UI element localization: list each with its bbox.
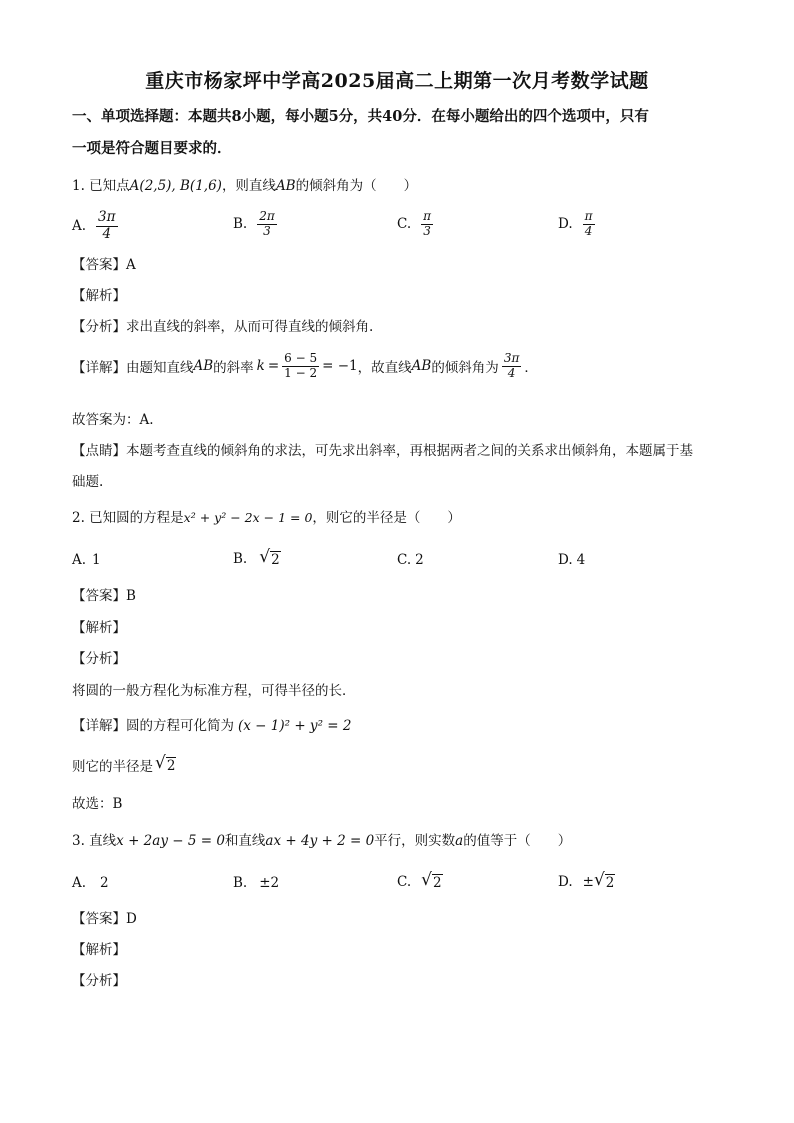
q3-option-b: B. ±2 <box>233 875 280 891</box>
q2-fenxi: 将圆的一般方程化为标准方程，可得半径的长． <box>72 683 356 699</box>
q2-conclusion: 故选：B <box>72 796 123 812</box>
q2-standard-equation: (x − 1)² + y² = 2 <box>238 718 352 734</box>
q1-option-a: A. $\frac{3\pi}{4}$ <box>72 209 116 242</box>
q1-fenxi: 【分析】求出直线的斜率，从而可得直线的倾斜角. <box>72 319 374 335</box>
q1-comment-line2: 础题. <box>72 474 104 490</box>
q2-option-b-sqrt: √ 2 <box>259 547 280 568</box>
q1-option-b: B. $\frac{2\pi}{3}$ <box>233 209 275 238</box>
q2-equation: x² + y² − 2x − 1 = 0 <box>183 510 313 525</box>
q1-answer: 【答案】A <box>72 257 136 273</box>
q2-fenxi-heading: 【分析】 <box>72 651 126 667</box>
q2-option-c: C. 2 <box>397 552 424 568</box>
q2-option-a: A. 1 <box>72 552 101 568</box>
q3-fenxi-heading: 【分析】 <box>72 973 126 989</box>
q1-points: A(2,5), B(1,6) <box>129 178 222 194</box>
q1-angle-fraction: $\frac{3\pi}{4}$ <box>503 351 520 380</box>
section-heading-line2: 一项是符合题目要求的． <box>72 140 232 157</box>
q3-answer: 【答案】D <box>72 911 137 927</box>
q1-analysis-heading: 【解析】 <box>72 288 126 304</box>
q2-stem: 2. 已知圆的方程是x² + y² − 2x − 1 = 0，则它的半径是（ ） <box>72 510 461 526</box>
q1-option-a-fraction: $\frac{3\pi}{4}$ <box>98 209 116 242</box>
q1-slope-fraction: $\frac{6 - 5}{1 - 2}$ <box>284 351 318 380</box>
q2-radius: 则它的半径是 √ 2 <box>72 753 176 775</box>
q3-option-c-sqrt: √ 2 <box>421 870 442 891</box>
q2-option-d: D. 4 <box>558 552 586 568</box>
q3-stem: 3. 直线x + 2ay − 5 = 0和直线ax + 4y + 2 = 0平行，则实数a的值等于（ ） <box>72 833 572 849</box>
q2-option-b: B. √ 2 <box>233 547 280 568</box>
q3-line2: ax + 4y + 2 = 0 <box>265 833 375 849</box>
q2-analysis-heading: 【解析】 <box>72 620 126 636</box>
q2-radius-sqrt: √ 2 <box>155 753 176 775</box>
q2-answer: 【答案】B <box>72 588 136 604</box>
q3-option-c: C. √ 2 <box>397 870 442 891</box>
q1-stem: 1. 已知点A(2,5), B(1,6)，则直线AB的倾斜角为（ ） <box>72 178 418 194</box>
q1-conclusion: 故答案为：A. <box>72 412 154 428</box>
section-heading-line1: 一、单项选择题：本题共8小题，每小题5分，共40分．在每小题给出的四个选项中，只有 <box>72 108 649 125</box>
q1-detail: 【详解】由题知直线 AB 的斜率 k = $\frac{6 - 5}{1 - 2}$ = −1 ，故直线 AB 的倾斜角为 $\frac{3\pi}{4}$ ． <box>72 351 538 380</box>
q3-analysis-heading: 【解析】 <box>72 942 126 958</box>
q3-option-a: A. 2 <box>72 875 109 891</box>
page-title: 重庆市杨家坪中学高2025届高二上期第一次月考数学试题 <box>145 70 649 92</box>
q3-option-d: D. ± √ 2 <box>558 870 615 891</box>
q2-detail: 【详解】圆的方程可化简为 (x − 1)² + y² = 2 <box>72 718 352 734</box>
q3-option-d-sqrt: √ 2 <box>593 870 615 891</box>
q1-option-c-fraction: $\frac{\pi}{3}$ <box>423 209 432 238</box>
q1-option-b-fraction: $\frac{2\pi}{3}$ <box>259 209 275 238</box>
q1-option-c: C. $\frac{\pi}{3}$ <box>397 209 432 238</box>
q1-option-d-fraction: $\frac{\pi}{4}$ <box>584 209 593 238</box>
q3-line1: x + 2ay − 5 = 0 <box>116 833 225 849</box>
q1-comment-line1: 【点睛】本题考查直线的倾斜角的求法，可先求出斜率，再根据两者之间的关系求出倾斜角，本题属于基 <box>72 443 693 459</box>
q1-option-d: D. $\frac{\pi}{4}$ <box>558 209 593 238</box>
